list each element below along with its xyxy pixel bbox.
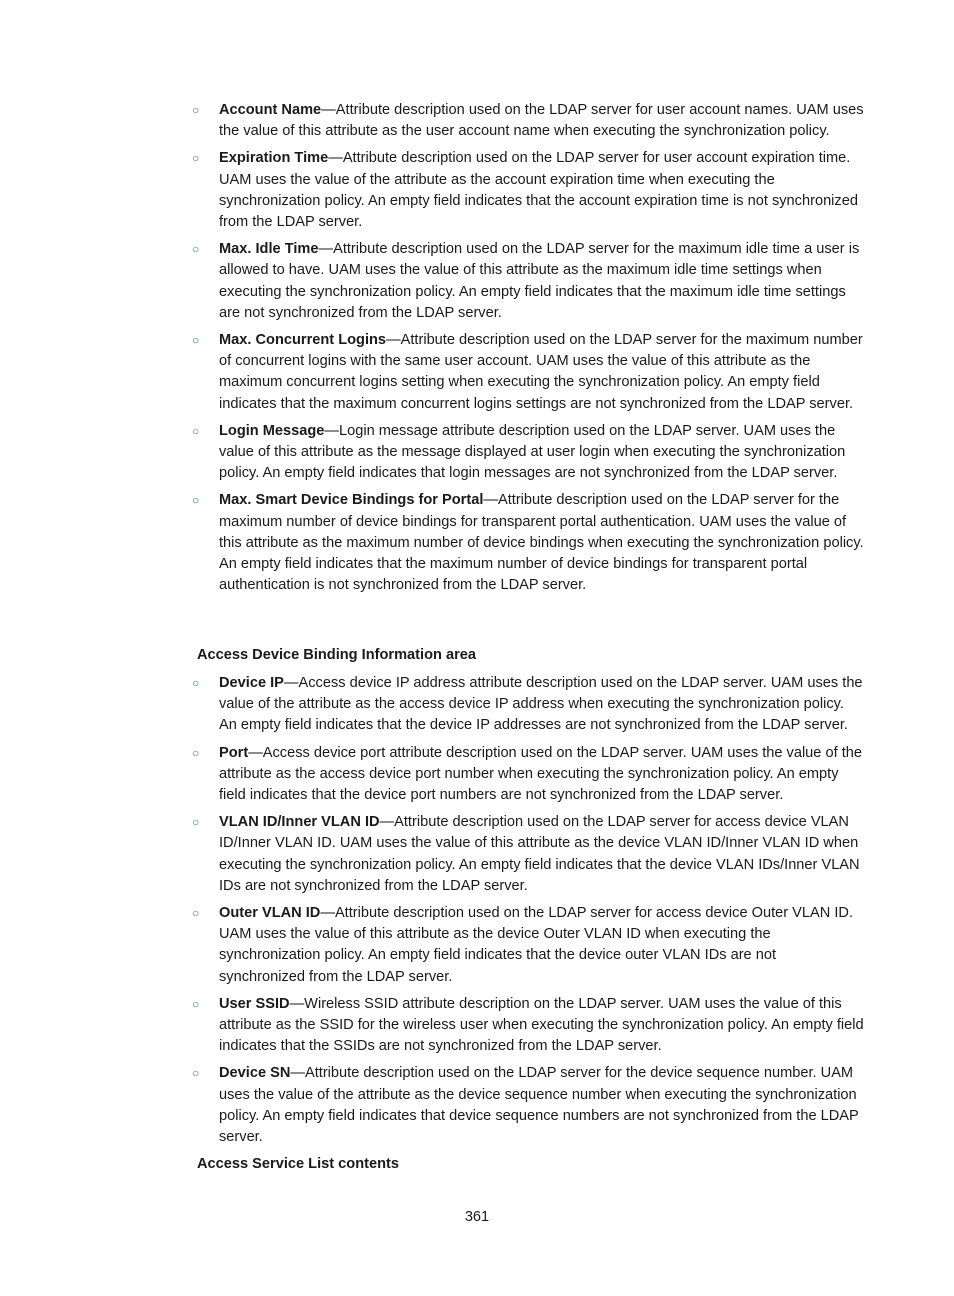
list-item-max-idle-time — [192, 239, 864, 324]
circle-bullet-icon: ○ — [192, 996, 200, 1011]
item-text: —Attribute description used on the LDAP server for the maximum number of device bindings for transparent portal authentication. UAM uses the value of this attribute as the maximum number of device bindings when executing the synchronization policy. An empty field indicates that the maximum number of device bindings for transparent portal authentication is not synchronized from the LDAP server. — [219, 492, 864, 594]
attribute-list-account — [192, 100, 864, 596]
list-item-max-smart-device-bindings — [192, 490, 864, 596]
item-term: Expiration Time — [219, 150, 329, 167]
section-heading-access-service-list: Access Service List contents — [197, 1156, 399, 1172]
circle-bullet-icon: ○ — [192, 815, 200, 830]
list-item-vlan-id — [192, 812, 864, 897]
circle-bullet-icon: ○ — [192, 906, 200, 921]
attribute-list-device-binding — [192, 673, 864, 1148]
list-item-max-concurrent-logins — [192, 330, 864, 415]
item-term: Login Message — [219, 422, 325, 439]
list-item-port — [192, 743, 864, 807]
item-term: Port — [219, 744, 249, 761]
item-text: —Login message attribute description used on the LDAP server. UAM uses the value of this attribute as the message displayed at user login when executing the synchronization policy. An empty field indicates that login messages are not synchronized from the LDAP server. — [219, 422, 846, 482]
item-term: Account Name — [219, 102, 322, 118]
item-text: —Attribute description used on the LDAP server for user account expiration time. UAM uses the value of the attribute as the account expiration time when executing the synchronization policy. An empty field indicates that the account expiration time is not synchronized from the LDAP server. — [219, 150, 858, 231]
list-item-user-ssid — [192, 994, 864, 1058]
circle-bullet-icon: ○ — [192, 745, 200, 760]
list-item-device-sn — [192, 1063, 864, 1148]
circle-bullet-icon: ○ — [192, 151, 200, 166]
circle-bullet-icon: ○ — [192, 333, 200, 348]
circle-bullet-icon: ○ — [192, 493, 200, 508]
item-text: —Access device port attribute description used on the LDAP server. UAM uses the value of the attribute as the access device port number when executing the synchronization policy. An empty field indicates that the device port numbers are not synchronized from the LDAP server. — [219, 744, 862, 804]
circle-bullet-icon: ○ — [192, 1066, 200, 1081]
item-term: Max. Smart Device Bindings for Portal — [219, 492, 484, 509]
item-term: VLAN ID/Inner VLAN ID — [219, 814, 380, 831]
item-term: Device IP — [219, 675, 284, 691]
circle-bullet-icon: ○ — [192, 423, 200, 438]
item-term: User SSID — [219, 995, 290, 1012]
list-item-expiration-time — [192, 148, 864, 233]
section-heading-access-device-binding: Access Device Binding Information area — [197, 647, 476, 663]
item-term: Max. Idle Time — [219, 241, 319, 258]
item-text: —Attribute description used on the LDAP server for the maximum number of concurrent logins with the same user account. UAM uses the value of this attribute as the maximum concurrent logins setting when executing the synchronization policy. An empty field indicates that the maximum concurrent logins settings are not synchronized from the LDAP server. — [219, 332, 863, 412]
list-item-outer-vlan-id — [192, 903, 864, 988]
item-term: Device SN — [219, 1065, 291, 1082]
list-item-login-message — [192, 421, 864, 485]
list-item-device-ip — [192, 673, 864, 737]
item-term: Outer VLAN ID — [219, 905, 321, 922]
item-text: —Access device IP address attribute description used on the LDAP server. UAM uses the value of the attribute as the access device IP address when executing the synchronization policy. An empty field indicates that the device IP addresses are not synchronized from the LDAP server. — [219, 675, 863, 734]
circle-bullet-icon: ○ — [192, 103, 200, 117]
item-text: —Attribute description used on the LDAP server for the device sequence number. UAM uses the value of the attribute as the device sequence number when executing the synchronization policy. An empty field indicates that device sequence numbers are not synchronized from the LDAP server. — [219, 1065, 859, 1146]
item-text: —Attribute description used on the LDAP server for access device VLAN ID/Inner VLAN ID. UAM uses the value of this attribute as the device VLAN ID/Inner VLAN ID when executing the synchronization policy. An empty field indicates that the device VLAN IDs/Inner VLAN IDs are not synchronized from the LDAP server. — [219, 814, 860, 894]
item-text: —Attribute description used on the LDAP server for user account names. UAM uses the value of this attribute as the user account name when executing the synchronization policy. — [219, 102, 864, 140]
item-term: Max. Concurrent Logins — [219, 332, 387, 349]
item-text: —Wireless SSID attribute description on the LDAP server. UAM uses the value of this attribute as the SSID for the wireless user when executing the synchronization policy. An empty field indicates that the SSIDs are not synchronized from the LDAP server. — [219, 995, 864, 1055]
page-number: 361 — [464, 1209, 490, 1225]
item-text: —Attribute description used on the LDAP server for the maximum idle time a user is allowed to have. UAM uses the value of this attribute as the maximum idle time settings when executing the synchronization policy. An empty field indicates that the maximum idle time settings are not synchronized from the LDAP server. — [219, 241, 860, 321]
item-text: —Attribute description used on the LDAP server for access device Outer VLAN ID. UAM uses the value of this attribute as the device Outer VLAN ID when executing the synchronization policy. An empty field indicates that the device outer VLAN IDs are not synchronized from the LDAP server. — [219, 905, 854, 985]
list-item-account-name — [192, 100, 864, 142]
circle-bullet-icon: ○ — [192, 676, 200, 690]
circle-bullet-icon: ○ — [192, 242, 200, 257]
